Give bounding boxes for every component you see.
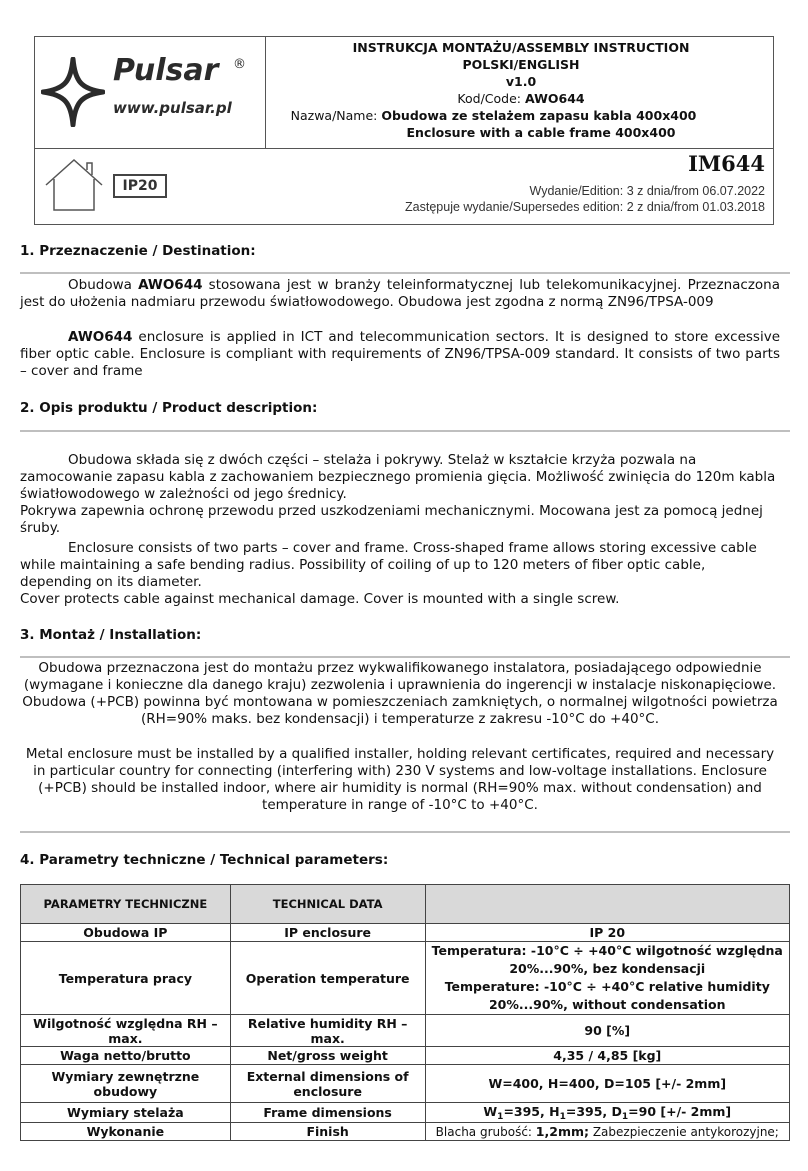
table-row: Waga netto/brutto Net/gross weight 4,35 / 4,85 [kg] [21,1047,790,1065]
table-row: Obudowa IP IP enclosure IP 20 [21,924,790,942]
pulsar-star-icon [41,57,105,127]
header-divider [35,148,773,149]
header-cell-pl: PARAMETRY TECHNICZNE [21,885,231,924]
section-2-rule [20,430,790,432]
logo-registered-mark: ® [233,57,246,72]
product-code: Kod/Code: AWO644 [457,91,585,106]
section-1-rule [20,272,790,274]
section-3-paragraph-pl: Obudowa przeznaczona jest do montażu przez wykwalifikowanego instalatora, posiadającego odpowiednie (wymagane i konieczne dla danego kraju) zezwolenia i uprawnienia do ingerencji w instalacje niskonapięciowe. Obudowa (+PCB) powinna być montowana w pomieszczeniach zamkniętych, o normalnej wilgotności powietrza (RH=90% maks. bez kondensacji) i temperaturze z zakresu -10°C do +40°C. [22,660,778,727]
edition-line: Wydanie/Edition: 3 z dnia/from 06.07.2022 [529,184,765,198]
section-3-title: 3. Montaż / Installation: [20,627,202,643]
section-3-rule [20,656,790,658]
pulsar-logo [41,53,261,133]
table-row: Wilgotność względna RH – max. Relative humidity RH – max. 90 [%] [21,1015,790,1047]
section-3-end-rule [20,831,790,833]
header-column-divider [265,37,266,148]
logo-name: Pulsar [113,53,219,88]
indoor-house-icon [43,157,105,213]
title-line-1: INSTRUKCJA MONTAŻU/ASSEMBLY INSTRUCTION [352,40,690,55]
ip-rating-badge: IP20 [113,174,167,198]
section-2-paragraph-pl: Obudowa składa się z dwóch części – stelaża i pokrywy. Stelaż w kształcie krzyża pozwala na zamocowanie zapasu kabla z zachowaniem bezpiecznego promienia gięcia. Możliwość zwinięcia do 120m kabla światłowodowego w zależności od jego średnicy. Pokrywa zapewnia ochronę przewodu przed uszkodzeniami mechanicznymi. Mocowana jest za pomocą jednej śruby. [20,452,776,536]
header-cell-value [425,885,789,924]
section-1-paragraph-en: AWO644 enclosure is applied in ICT and telecommunication sectors. It is designed to store excessive fiber optic cable. Enclosure is compliant with requirements of ZN96/TPSA-009 standard. It consists of two parts – cover and frame [20,329,780,379]
section-3-paragraph-en: Metal enclosure must be installed by a qualified installer, holding relevant certificates, required and necessary in particular country for connecting (interfering with) 230 V systems and low-voltage installations. Enclosure (+PCB) should be installed indoor, where air humidity is normal (RH=90% max. without condensation) and temperature in range of -10°C to +40°C. [25,746,775,813]
edition-info [405,183,765,215]
version: v1.0 [505,74,537,89]
table-row: Wykonanie Finish Blacha grubość: 1,2mm; Zabezpieczenie antykorozyjne; [21,1123,790,1141]
table-row: Wymiary stelaża Frame dimensions $W_1=395$, $H_1=395$, $D_1=90$ [+/- 2mm] [21,1103,790,1123]
product-name-en: Enclosure with a cable frame 400x400 [406,125,676,140]
table-header-row [21,885,790,924]
document-code: IM644 [688,151,765,176]
technical-parameters-table [20,884,790,1141]
section-4-title: 4. Parametry techniczne / Technical parameters: [20,852,389,868]
section-1-title: 1. Przeznaczenie / Destination: [20,243,256,259]
logo-url: www.pulsar.pl [113,99,232,117]
section-1-paragraph-pl: Obudowa AWO644 stosowana jest w branży teleinformatycznej lub telekomunikacyjnej. Przeznaczona jest do ułożenia nadmiaru przewodu światłowodowego. Obudowa jest zgodna z normą ZN96/TPSA-009 [20,277,780,310]
title-line-2: POLSKI/ENGLISH [462,57,580,72]
product-name-pl: Nazwa/Name: Obudowa ze stelażem zapasu kabla 400x400 [290,108,697,123]
supersedes-line: Zastępuje wydanie/Supersedes edition: 2 z dnia/from 01.03.2018 [405,200,765,214]
table-row: Temperatura pracy Operation temperature Temperatura: -10°C ÷ +40°C wilgotność względna 20%...90%, bez kondensacji Temperature: -10°C ÷ +40°C relative humidity 20%...90%, without condensation [21,942,790,1015]
table-row: Wymiary zewnętrzne obudowy External dimensions of enclosure W=400, H=400, D=105 [+/- 2mm] [21,1065,790,1103]
header-cell-en: TECHNICAL DATA [230,885,425,924]
section-2-paragraph-en: Enclosure consists of two parts – cover and frame. Cross-shaped frame allows storing excessive cable while maintaining a safe bending radius. Possibility of coiling of up to 120 meters of fiber optic cable, depending on its diameter. Cover protects cable against mechanical damage. Cover is mounted with a single screw. [20,540,757,607]
section-2-title: 2. Opis produktu / Product description: [20,400,318,416]
title-block [267,39,775,141]
document-header [34,36,774,225]
